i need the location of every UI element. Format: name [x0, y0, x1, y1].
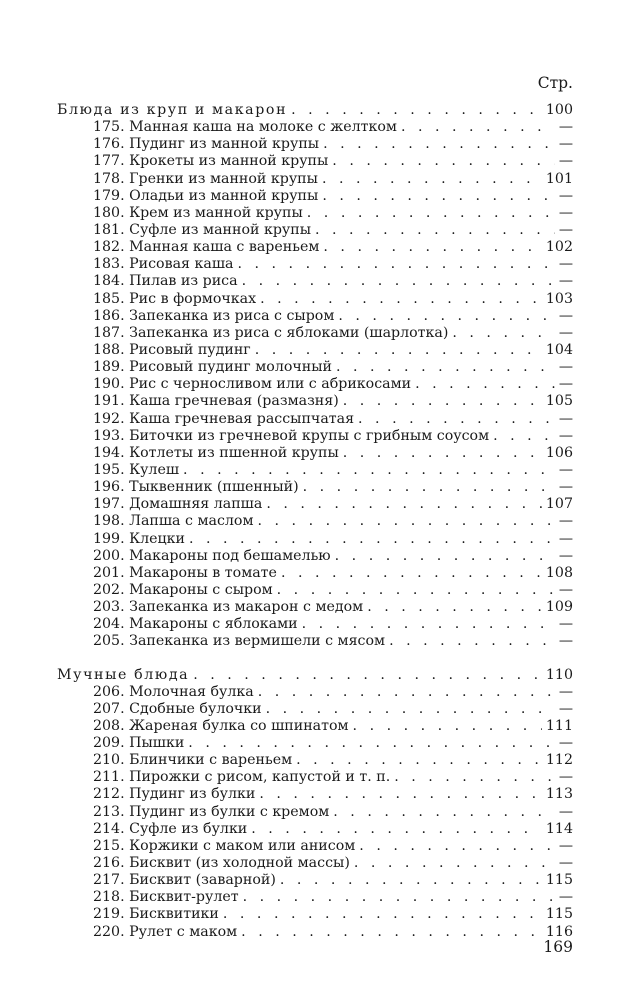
entry-number: 194. — [93, 444, 125, 461]
dot-leader — [401, 119, 555, 136]
entry-page: — — [558, 427, 573, 444]
entry-text: Домашняя лапша — [129, 496, 263, 513]
entry-page: — — [558, 359, 573, 376]
entry-page: — — [558, 581, 573, 598]
entry-page: 115 — [545, 872, 573, 889]
toc-entry — [57, 718, 573, 735]
dot-leader — [367, 599, 542, 616]
dot-leader — [193, 667, 542, 684]
entry-title — [93, 906, 219, 923]
entry-page: 115 — [545, 906, 573, 923]
toc-entry — [57, 342, 573, 359]
entry-number: 217. — [93, 872, 125, 889]
entry-number: 205. — [93, 633, 125, 650]
dot-leader — [260, 291, 542, 308]
entry-number: 195. — [93, 461, 125, 478]
entry-text: Рисовая каша — [129, 256, 234, 273]
dot-leader — [255, 342, 542, 359]
toc-entry — [57, 786, 573, 803]
dot-leader — [322, 188, 555, 205]
entry-title — [93, 291, 256, 308]
entry-text: Жареная булка со шпинатом — [129, 717, 349, 734]
dot-leader — [338, 308, 554, 325]
toc-entry — [57, 855, 573, 872]
entry-title — [93, 411, 354, 428]
entry-text: Рисовый пудинг молочный — [129, 359, 332, 376]
entry-number: 182. — [93, 239, 125, 256]
entry-title — [93, 222, 311, 239]
entry-title — [93, 462, 179, 479]
entry-title — [93, 308, 334, 325]
entry-page: — — [558, 307, 573, 324]
entry-text: Рисовый пудинг — [129, 341, 251, 358]
entry-text: Запеканка из вермишели с мясом — [129, 633, 386, 650]
entry-number: 187. — [93, 324, 125, 341]
entry-number: 177. — [93, 153, 125, 170]
entry-title — [93, 376, 411, 393]
entry-number: 199. — [93, 530, 125, 547]
entry-number: 213. — [93, 803, 125, 820]
dot-leader — [335, 548, 555, 565]
toc-entry — [57, 325, 573, 342]
entry-title — [93, 599, 363, 616]
entry-title — [93, 718, 349, 735]
dot-leader — [323, 239, 542, 256]
toc-entry — [57, 171, 573, 188]
toc-entry — [57, 119, 573, 136]
entry-number: 193. — [93, 427, 125, 444]
entry-title — [93, 838, 355, 855]
entry-page: — — [558, 547, 573, 564]
entry-text: Коржики с маком или анисом — [129, 837, 356, 854]
toc-entry — [57, 821, 573, 838]
page-number: 169 — [543, 938, 573, 956]
entry-text: Каша гречневая (размазня) — [129, 393, 339, 410]
entry-page: — — [558, 153, 573, 170]
entry-text: Рис в формочках — [129, 290, 257, 307]
toc-entry — [57, 701, 573, 718]
toc-entry — [57, 872, 573, 889]
toc-entry — [57, 411, 573, 428]
entry-number: 210. — [93, 752, 125, 769]
entry-number: 212. — [93, 786, 125, 803]
toc-entry — [57, 735, 573, 752]
entry-text: Макароны под бешамелью — [129, 547, 331, 564]
entry-text: Запеканка из риса с сыром — [129, 307, 335, 324]
entry-text: Клецки — [129, 530, 185, 547]
entry-page: 101 — [545, 170, 573, 187]
entry-page: 107 — [545, 496, 573, 513]
entry-page: — — [558, 136, 573, 153]
toc-entry — [57, 256, 573, 273]
entry-text: Суфле из булки — [129, 820, 248, 837]
dot-leader — [493, 428, 555, 445]
entry-number: 207. — [93, 700, 125, 717]
entry-text: Бисквитики — [129, 906, 219, 923]
dot-leader — [188, 735, 555, 752]
entry-text: Запеканка из макарон с медом — [129, 599, 364, 616]
entry-number: 178. — [93, 170, 125, 187]
page-column-label: Стр. — [537, 74, 573, 92]
entry-number: 181. — [93, 221, 125, 238]
entry-title — [93, 256, 233, 273]
section-title: Мучные блюда — [57, 666, 190, 683]
toc-entry — [57, 222, 573, 239]
entry-page: — — [558, 410, 573, 427]
dot-leader — [359, 838, 555, 855]
dot-leader — [259, 786, 542, 803]
entry-title — [93, 188, 318, 205]
entry-page: 105 — [545, 393, 573, 410]
entry-title — [93, 804, 329, 821]
entry-title — [93, 565, 277, 582]
entry-number: 202. — [93, 581, 125, 598]
toc-entry — [57, 153, 573, 170]
entry-page: — — [558, 803, 573, 820]
toc-sections — [57, 102, 573, 957]
entry-page: 103 — [545, 290, 573, 307]
toc-entry — [57, 136, 573, 153]
entry-number: 204. — [93, 616, 125, 633]
dot-leader — [266, 496, 542, 513]
entry-page: — — [558, 221, 573, 238]
dot-leader — [343, 393, 542, 410]
dot-leader — [280, 872, 542, 889]
toc-entry — [57, 513, 573, 530]
entry-title — [93, 821, 247, 838]
entry-title — [93, 428, 489, 445]
dot-leader — [242, 273, 555, 290]
dot-leader — [394, 769, 555, 786]
toc-entry — [57, 445, 573, 462]
dot-leader — [343, 445, 542, 462]
entry-text: Оладьи из манной крупы — [129, 187, 319, 204]
dot-leader — [353, 718, 542, 735]
entry-text: Манная каша на молоке с желтком — [129, 119, 397, 136]
entry-number: 190. — [93, 376, 125, 393]
dot-leader — [243, 889, 555, 906]
section-heading — [57, 667, 573, 684]
entry-page: 102 — [545, 239, 573, 256]
section-page: 110 — [545, 666, 573, 683]
entry-page: 113 — [545, 786, 573, 803]
entry-page: — — [558, 204, 573, 221]
toc-entry — [57, 804, 573, 821]
dot-leader — [258, 513, 555, 530]
entry-number: 192. — [93, 410, 125, 427]
toc-entry — [57, 376, 573, 393]
entry-title — [93, 513, 254, 530]
entry-number: 211. — [93, 769, 125, 786]
dot-leader — [323, 136, 555, 153]
dot-leader — [358, 411, 555, 428]
entry-number: 198. — [93, 513, 125, 530]
dot-leader — [266, 701, 555, 718]
entry-title — [93, 136, 319, 153]
entry-number: 179. — [93, 187, 125, 204]
section-page: 100 — [545, 102, 573, 118]
entry-text: Пудинг из булки — [129, 786, 256, 803]
dot-leader — [296, 752, 542, 769]
toc-entry — [57, 684, 573, 701]
entry-text: Бисквит (заварной) — [129, 872, 276, 889]
entry-text: Лапша с маслом — [129, 513, 254, 530]
dot-leader — [452, 325, 554, 342]
entry-title — [93, 496, 262, 513]
entry-text: Макароны в томате — [129, 564, 277, 581]
entry-number: 175. — [93, 119, 125, 136]
entry-number: 214. — [93, 820, 125, 837]
entry-page: — — [558, 530, 573, 547]
entry-title — [93, 531, 185, 548]
entry-text: Суфле из манной крупы — [129, 221, 311, 238]
entry-number: 189. — [93, 359, 125, 376]
entry-title — [93, 205, 303, 222]
dot-leader — [189, 531, 555, 548]
entry-text: Пудинг из манной крупы — [129, 136, 320, 153]
entry-title — [93, 393, 339, 410]
entry-page: 112 — [545, 752, 573, 769]
entry-number: 220. — [93, 923, 125, 940]
entry-text: Котлеты из пшенной крупы — [129, 444, 339, 461]
dot-leader — [336, 359, 555, 376]
entry-text: Сдобные булочки — [129, 700, 262, 717]
entry-number: 208. — [93, 717, 125, 734]
toc-entry — [57, 906, 573, 923]
entry-title — [93, 548, 331, 565]
toc-entry — [57, 462, 573, 479]
dot-leader — [415, 376, 555, 393]
entry-page: 116 — [545, 923, 573, 940]
dot-leader — [277, 582, 555, 599]
entry-title — [93, 445, 339, 462]
toc-entry — [57, 838, 573, 855]
toc-entry — [57, 479, 573, 496]
entry-text: Блинчики с вареньем — [129, 752, 293, 769]
entry-title — [93, 924, 237, 941]
dot-leader — [251, 821, 542, 838]
entry-text: Каша гречневая рассыпчатая — [129, 410, 355, 427]
entry-title — [93, 582, 273, 599]
entry-number: 188. — [93, 341, 125, 358]
entry-page: 111 — [545, 717, 573, 734]
entry-page: 108 — [545, 564, 573, 581]
dot-leader — [291, 102, 542, 119]
dot-leader — [183, 462, 555, 479]
dot-leader — [354, 855, 555, 872]
entry-title — [93, 769, 390, 786]
entry-title — [93, 786, 255, 803]
entry-title — [93, 701, 262, 718]
entry-page: — — [558, 187, 573, 204]
toc-entry — [57, 428, 573, 445]
toc-entry — [57, 616, 573, 633]
dot-leader — [315, 222, 555, 239]
entry-number: 200. — [93, 547, 125, 564]
entry-page: — — [558, 616, 573, 633]
toc-entry — [57, 599, 573, 616]
toc-entry — [57, 565, 573, 582]
entry-number: 218. — [93, 889, 125, 906]
entry-page: 106 — [545, 444, 573, 461]
entry-page: — — [558, 769, 573, 786]
entry-page: — — [558, 855, 573, 872]
entry-text: Пышки — [129, 735, 185, 752]
entry-page: — — [558, 735, 573, 752]
entry-title — [93, 633, 385, 650]
entry-title — [93, 342, 251, 359]
entry-page: — — [558, 119, 573, 136]
dot-leader — [237, 256, 554, 273]
entry-number: 209. — [93, 735, 125, 752]
entry-page: — — [558, 889, 573, 906]
entry-text: Рулет с маком — [129, 923, 238, 940]
entry-number: 196. — [93, 479, 125, 496]
toc-entry — [57, 924, 573, 941]
entry-page: — — [558, 513, 573, 530]
entry-text: Рис с черносливом или с абрикосами — [129, 376, 412, 393]
entry-number: 216. — [93, 855, 125, 872]
toc-entry — [57, 582, 573, 599]
entry-text: Пудинг из булки с кремом — [129, 803, 330, 820]
toc-entry — [57, 291, 573, 308]
toc-section — [57, 667, 573, 941]
entry-number: 185. — [93, 290, 125, 307]
dot-leader — [303, 479, 555, 496]
entry-page: 109 — [545, 599, 573, 616]
dot-leader — [307, 205, 555, 222]
dot-leader — [241, 924, 542, 941]
entry-page: 104 — [545, 341, 573, 358]
entry-number: 176. — [93, 136, 125, 153]
entry-title — [93, 855, 350, 872]
entry-page: — — [558, 479, 573, 496]
entry-title — [93, 325, 448, 342]
entry-number: 203. — [93, 599, 125, 616]
entry-number: 184. — [93, 273, 125, 290]
entry-page: — — [558, 324, 573, 341]
dot-leader — [281, 565, 542, 582]
entry-page: — — [558, 256, 573, 273]
entry-page: — — [558, 837, 573, 854]
dot-leader — [302, 616, 555, 633]
entry-title — [93, 735, 184, 752]
toc-entry — [57, 308, 573, 325]
entry-title — [93, 616, 298, 633]
entry-title — [93, 889, 239, 906]
entry-title — [93, 752, 292, 769]
dot-leader — [258, 684, 555, 701]
toc-entry — [57, 633, 573, 650]
entry-text: Тыквенник (пшенный) — [129, 479, 299, 496]
toc-entry — [57, 548, 573, 565]
entry-page: — — [558, 700, 573, 717]
entry-text: Запеканка из риса с яблоками (шарлотка) — [129, 324, 449, 341]
entry-number: 197. — [93, 496, 125, 513]
dot-leader — [322, 171, 542, 188]
entry-number: 183. — [93, 256, 125, 273]
toc-entry — [57, 769, 573, 786]
entry-number: 206. — [93, 683, 125, 700]
toc-entry — [57, 188, 573, 205]
entry-title — [93, 171, 318, 188]
entry-text: Макароны с яблоками — [129, 616, 298, 633]
toc-entry — [57, 239, 573, 256]
toc-entry — [57, 393, 573, 410]
entry-title — [93, 119, 397, 136]
toc-entry — [57, 273, 573, 290]
entry-number: 191. — [93, 393, 125, 410]
section-title: Блюда из круп и макарон — [57, 102, 288, 118]
toc-entry — [57, 496, 573, 513]
entry-page: — — [558, 683, 573, 700]
toc-entry — [57, 752, 573, 769]
dot-leader — [333, 804, 555, 821]
entry-text: Кулеш — [129, 461, 180, 478]
entry-title — [93, 273, 238, 290]
entry-title — [93, 684, 254, 701]
entry-page: — — [558, 273, 573, 290]
dot-leader — [389, 633, 555, 650]
entry-number: 180. — [93, 204, 125, 221]
section-heading — [57, 102, 573, 119]
entry-title — [93, 479, 299, 496]
entry-text: Пирожки с рисом, капустой и т. п. — [129, 769, 391, 786]
entry-text: Крем из манной крупы — [129, 204, 303, 221]
entry-text: Манная каша с вареньем — [129, 239, 320, 256]
entry-text: Бисквит-рулет — [129, 889, 239, 906]
entry-page: 114 — [545, 820, 573, 837]
entry-title — [93, 239, 319, 256]
entry-text: Биточки из гречневой крупы с грибным соусом — [129, 427, 490, 444]
entry-text: Пилав из риса — [129, 273, 238, 290]
entry-title — [93, 359, 332, 376]
toc-entry — [57, 889, 573, 906]
toc-entry — [57, 359, 573, 376]
entry-title — [93, 872, 276, 889]
entry-number: 215. — [93, 837, 125, 854]
entry-text: Крокеты из манной крупы — [129, 153, 329, 170]
entry-number: 186. — [93, 307, 125, 324]
dot-leader — [223, 906, 542, 923]
entry-title — [93, 153, 328, 170]
entry-page: — — [558, 461, 573, 478]
toc-entry — [57, 531, 573, 548]
toc-entry — [57, 205, 573, 222]
entry-number: 219. — [93, 906, 125, 923]
entry-text: Бисквит (из холодной массы) — [129, 855, 350, 872]
entry-text: Макароны с сыром — [129, 581, 273, 598]
entry-number: 201. — [93, 564, 125, 581]
toc-section — [57, 102, 573, 651]
entry-text: Гренки из манной крупы — [129, 170, 318, 187]
entry-page: — — [558, 376, 573, 393]
dot-leader — [332, 153, 555, 170]
entry-page: — — [558, 633, 573, 650]
entry-text: Молочная булка — [129, 683, 254, 700]
